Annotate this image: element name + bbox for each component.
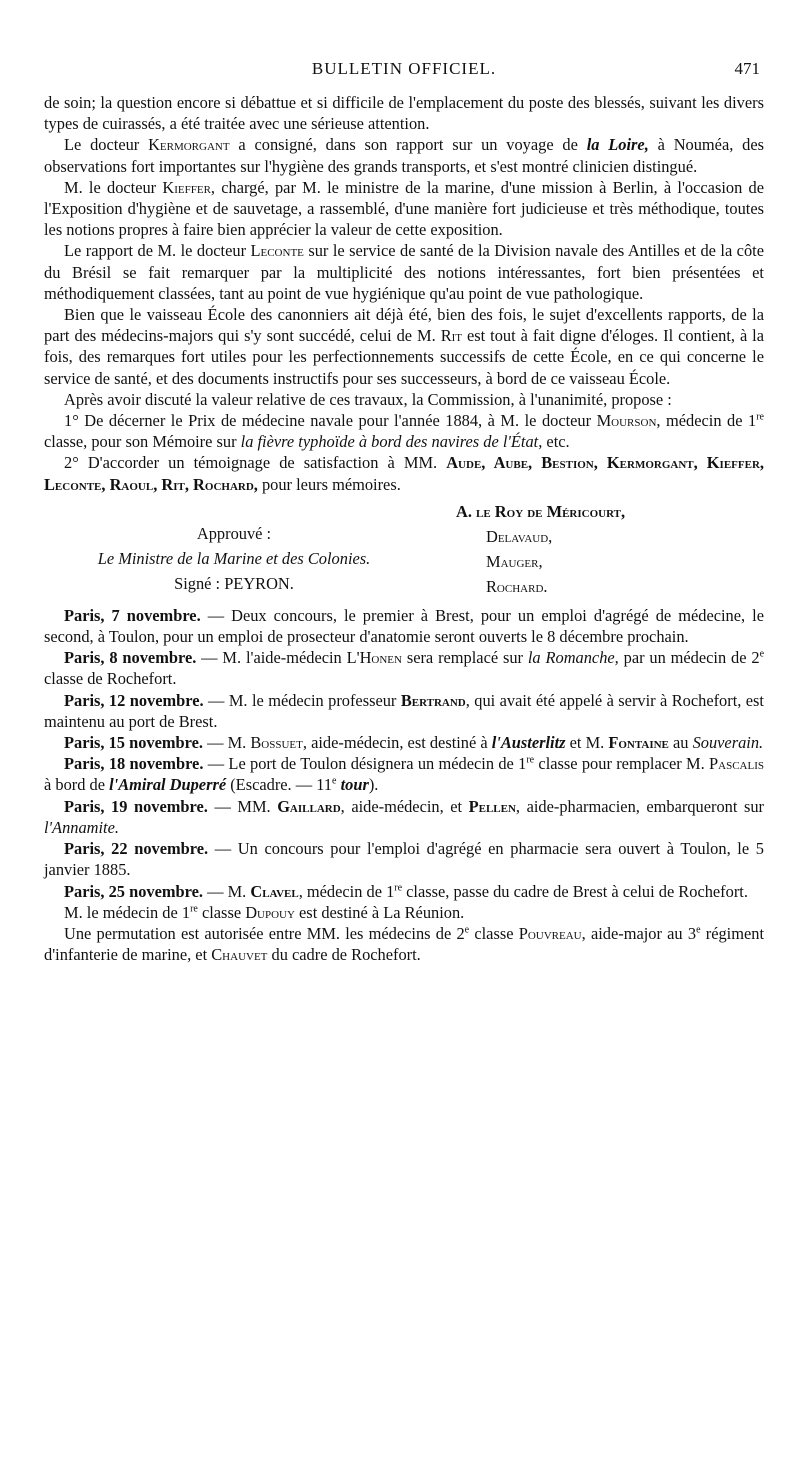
paragraph-prize: 1° De décerner le Prix de médecine navale pour l'année 1884, à M. le docteur Mourson, médecin de 1re classe, pour son Mémoire sur la fièvre typhoïde à bord des navires de l'État, etc. bbox=[44, 411, 764, 452]
member-name: Mauger, bbox=[486, 551, 543, 571]
person-name: Fontaine bbox=[608, 733, 669, 753]
person-name: Clavel bbox=[250, 881, 299, 901]
person-name: Leconte bbox=[250, 241, 304, 261]
page-number: 471 bbox=[734, 59, 760, 78]
ship-name: l'Austerlitz bbox=[491, 733, 566, 753]
person-name: Pellen bbox=[468, 796, 516, 816]
memoir-title: la fièvre typhoïde à bord des navires de l'État, bbox=[240, 432, 543, 452]
news-item: Paris, 15 novembre. — M. Bossuet, aide-médecin, est destiné à l'Austerlitz et M. Fontaine au Souverain. bbox=[64, 733, 764, 753]
news-date: Paris, 22 novembre. bbox=[64, 839, 209, 859]
person-name: Pascalis bbox=[709, 754, 764, 774]
member-name: Rochard. bbox=[486, 576, 548, 596]
person-name: Bertrand bbox=[400, 690, 466, 710]
person-name: Mourson bbox=[596, 411, 657, 431]
news-item: M. le médecin de 1re classe Dupouy est destiné à La Réunion. bbox=[64, 902, 465, 922]
running-head: BULLETIN OFFICIEL. bbox=[311, 59, 497, 78]
person-name: Chauvet bbox=[211, 945, 268, 965]
news-date: Paris, 19 novembre. bbox=[64, 796, 208, 816]
paragraph-commission: Après avoir discuté la valeur relative de ces travaux, la Commission, à l'unanimité, propose : bbox=[64, 389, 672, 409]
paragraph-kieffer: M. le docteur Kieffer, chargé, par M. le ministre de la marine, d'une mission à Berlin, à l'occasion de l'Exposition d'hygiène et de sauvetage, a rassemblé, d'une manière fort judicieuse et très méthodique, toutes les notions propres à faire bien apprécier la valeur de cette exposition. bbox=[44, 177, 764, 240]
report-body bbox=[44, 92, 764, 495]
signature-block bbox=[44, 501, 764, 605]
person-name: Honen bbox=[359, 648, 402, 668]
news-item: Paris, 7 novembre. — Deux concours, le premier à Brest, pour un emploi d'agrégé de médecine, le second, à Toulon, pour un emploi de prosecteur d'anatomie seront ouverts le 8 décembre prochain. bbox=[44, 605, 764, 647]
news-date: Paris, 25 novembre. bbox=[64, 881, 204, 901]
news-item: Paris, 8 novembre. — M. l'aide-médecin L'Honen sera remplacé sur la Romanche, par un médecin de 2e classe de Rochefort. bbox=[44, 648, 765, 689]
person-name: Rit bbox=[440, 326, 463, 346]
news-item: Paris, 19 novembre. — MM. Gaillard, aide-médecin, et Pellen, aide-pharmacien, embarqueront sur l'Annamite. bbox=[44, 796, 765, 837]
ship-name: l'Amiral Duperré bbox=[109, 775, 227, 795]
person-name: Kermorgant bbox=[148, 135, 230, 155]
paragraph-kermorgant: Le docteur Kermorgant a consigné, dans son rapport sur un voyage de la Loire, à Nouméa, des observations fort importantes sur l'hygiène des grands transports, et s'est montré clinicien distingué. bbox=[44, 135, 764, 176]
news-date: Paris, 7 novembre. bbox=[64, 605, 201, 625]
ship-name: Souverain. bbox=[692, 733, 764, 753]
news-date: Paris, 15 novembre. bbox=[64, 733, 204, 753]
minister-title: Le Ministre de la Marine et des Colonies. bbox=[97, 548, 371, 568]
approval-block bbox=[44, 523, 424, 598]
news-section bbox=[44, 605, 764, 965]
paragraph-leconte: Le rapport de M. le docteur Leconte sur le service de santé de la Division navale des Antilles et de la côte du Brésil se fait remarquer par la multiplicité des notions intéressantes, fort bien présentées et méthodiquement classées, tant au point de vue hygiénique qu'au point de vue pathologique. bbox=[44, 241, 764, 303]
news-item: Une permutation est autorisée entre MM. les médecins de 2e classe Pouvreau, aide-major au 3e régiment d'infanterie de marine, et Chauvet du cadre de Rochefort. bbox=[44, 923, 764, 965]
person-name: Kieffer bbox=[162, 177, 211, 197]
member-name: Delavaud, bbox=[486, 526, 553, 546]
news-date: Paris, 18 novembre. bbox=[64, 754, 204, 774]
news-item: Paris, 18 novembre. — Le port de Toulon désignera un médecin de 1re classe pour remplacer M. Pascalis à bord de l'Amiral Duperré (Escadre. — 11e tour). bbox=[44, 754, 764, 795]
ship-name: la Romanche, bbox=[527, 648, 619, 668]
approved-label: Approuvé : bbox=[196, 523, 272, 543]
news-date: Paris, 12 novembre. bbox=[64, 690, 204, 710]
minister-signature: Signé : PEYRON. bbox=[174, 573, 294, 593]
news-item: Paris, 25 novembre. — M. Clavel, médecin de 1re classe, passe du cadre de Brest à celui de Rochefort. bbox=[64, 881, 748, 901]
news-item: Paris, 12 novembre. — M. le médecin professeur Bertrand, qui avait été appelé à servir à Rochefort, est maintenu au port de Brest. bbox=[44, 690, 764, 731]
paragraph-continued: de soin; la question encore si débattue et si difficile de l'emplacement du poste des blessés, suivant les divers types de cuirassés, a été traitée avec une sérieuse attention. bbox=[44, 93, 764, 134]
person-name: Dupouy bbox=[245, 902, 295, 922]
ship-name: l'Annamite. bbox=[44, 817, 119, 837]
commission-members bbox=[456, 501, 786, 601]
page-header bbox=[44, 58, 764, 92]
paragraph-rit: Bien que le vaisseau École des canonniers ait déjà été, bien des fois, le sujet d'excellents rapports, de la part des médecins-majors qui s'y sont succédé, celui de M. Rit est tout à fait digne d'éloges. Il contient, à la fois, des remarques fort utiles pour les perfectionnements successifs de cette École, en ce qui concerne le service de santé, et des documents instructifs pour ses successeurs, à bord de ce vaisseau École. bbox=[44, 305, 765, 388]
member-name: A. le Roy de Méricourt, bbox=[456, 501, 626, 521]
person-name: Pouvreau bbox=[518, 923, 582, 943]
person-name: Gaillard bbox=[277, 796, 341, 816]
news-item: Paris, 22 novembre. — Un concours pour l'emploi d'agrégé en pharmacie sera ouvert à Toulon, le 5 janvier 1885. bbox=[44, 839, 764, 880]
person-name: Bossuet bbox=[250, 733, 303, 753]
paragraph-satisfaction: 2° D'accorder un témoignage de satisfaction à MM. Aude, Aube, Bestion, Kermorgant, Kieffer, Leconte, Raoul, Rit, Rochard, pour leurs mémoires. bbox=[44, 453, 764, 494]
news-date: Paris, 8 novembre. bbox=[64, 648, 197, 668]
person-names: Aude, Aube, Bestion, Kermorgant, Kieffer, Leconte, Raoul, Rit, Rochard, bbox=[44, 453, 764, 494]
ship-name: la Loire, bbox=[586, 135, 649, 155]
